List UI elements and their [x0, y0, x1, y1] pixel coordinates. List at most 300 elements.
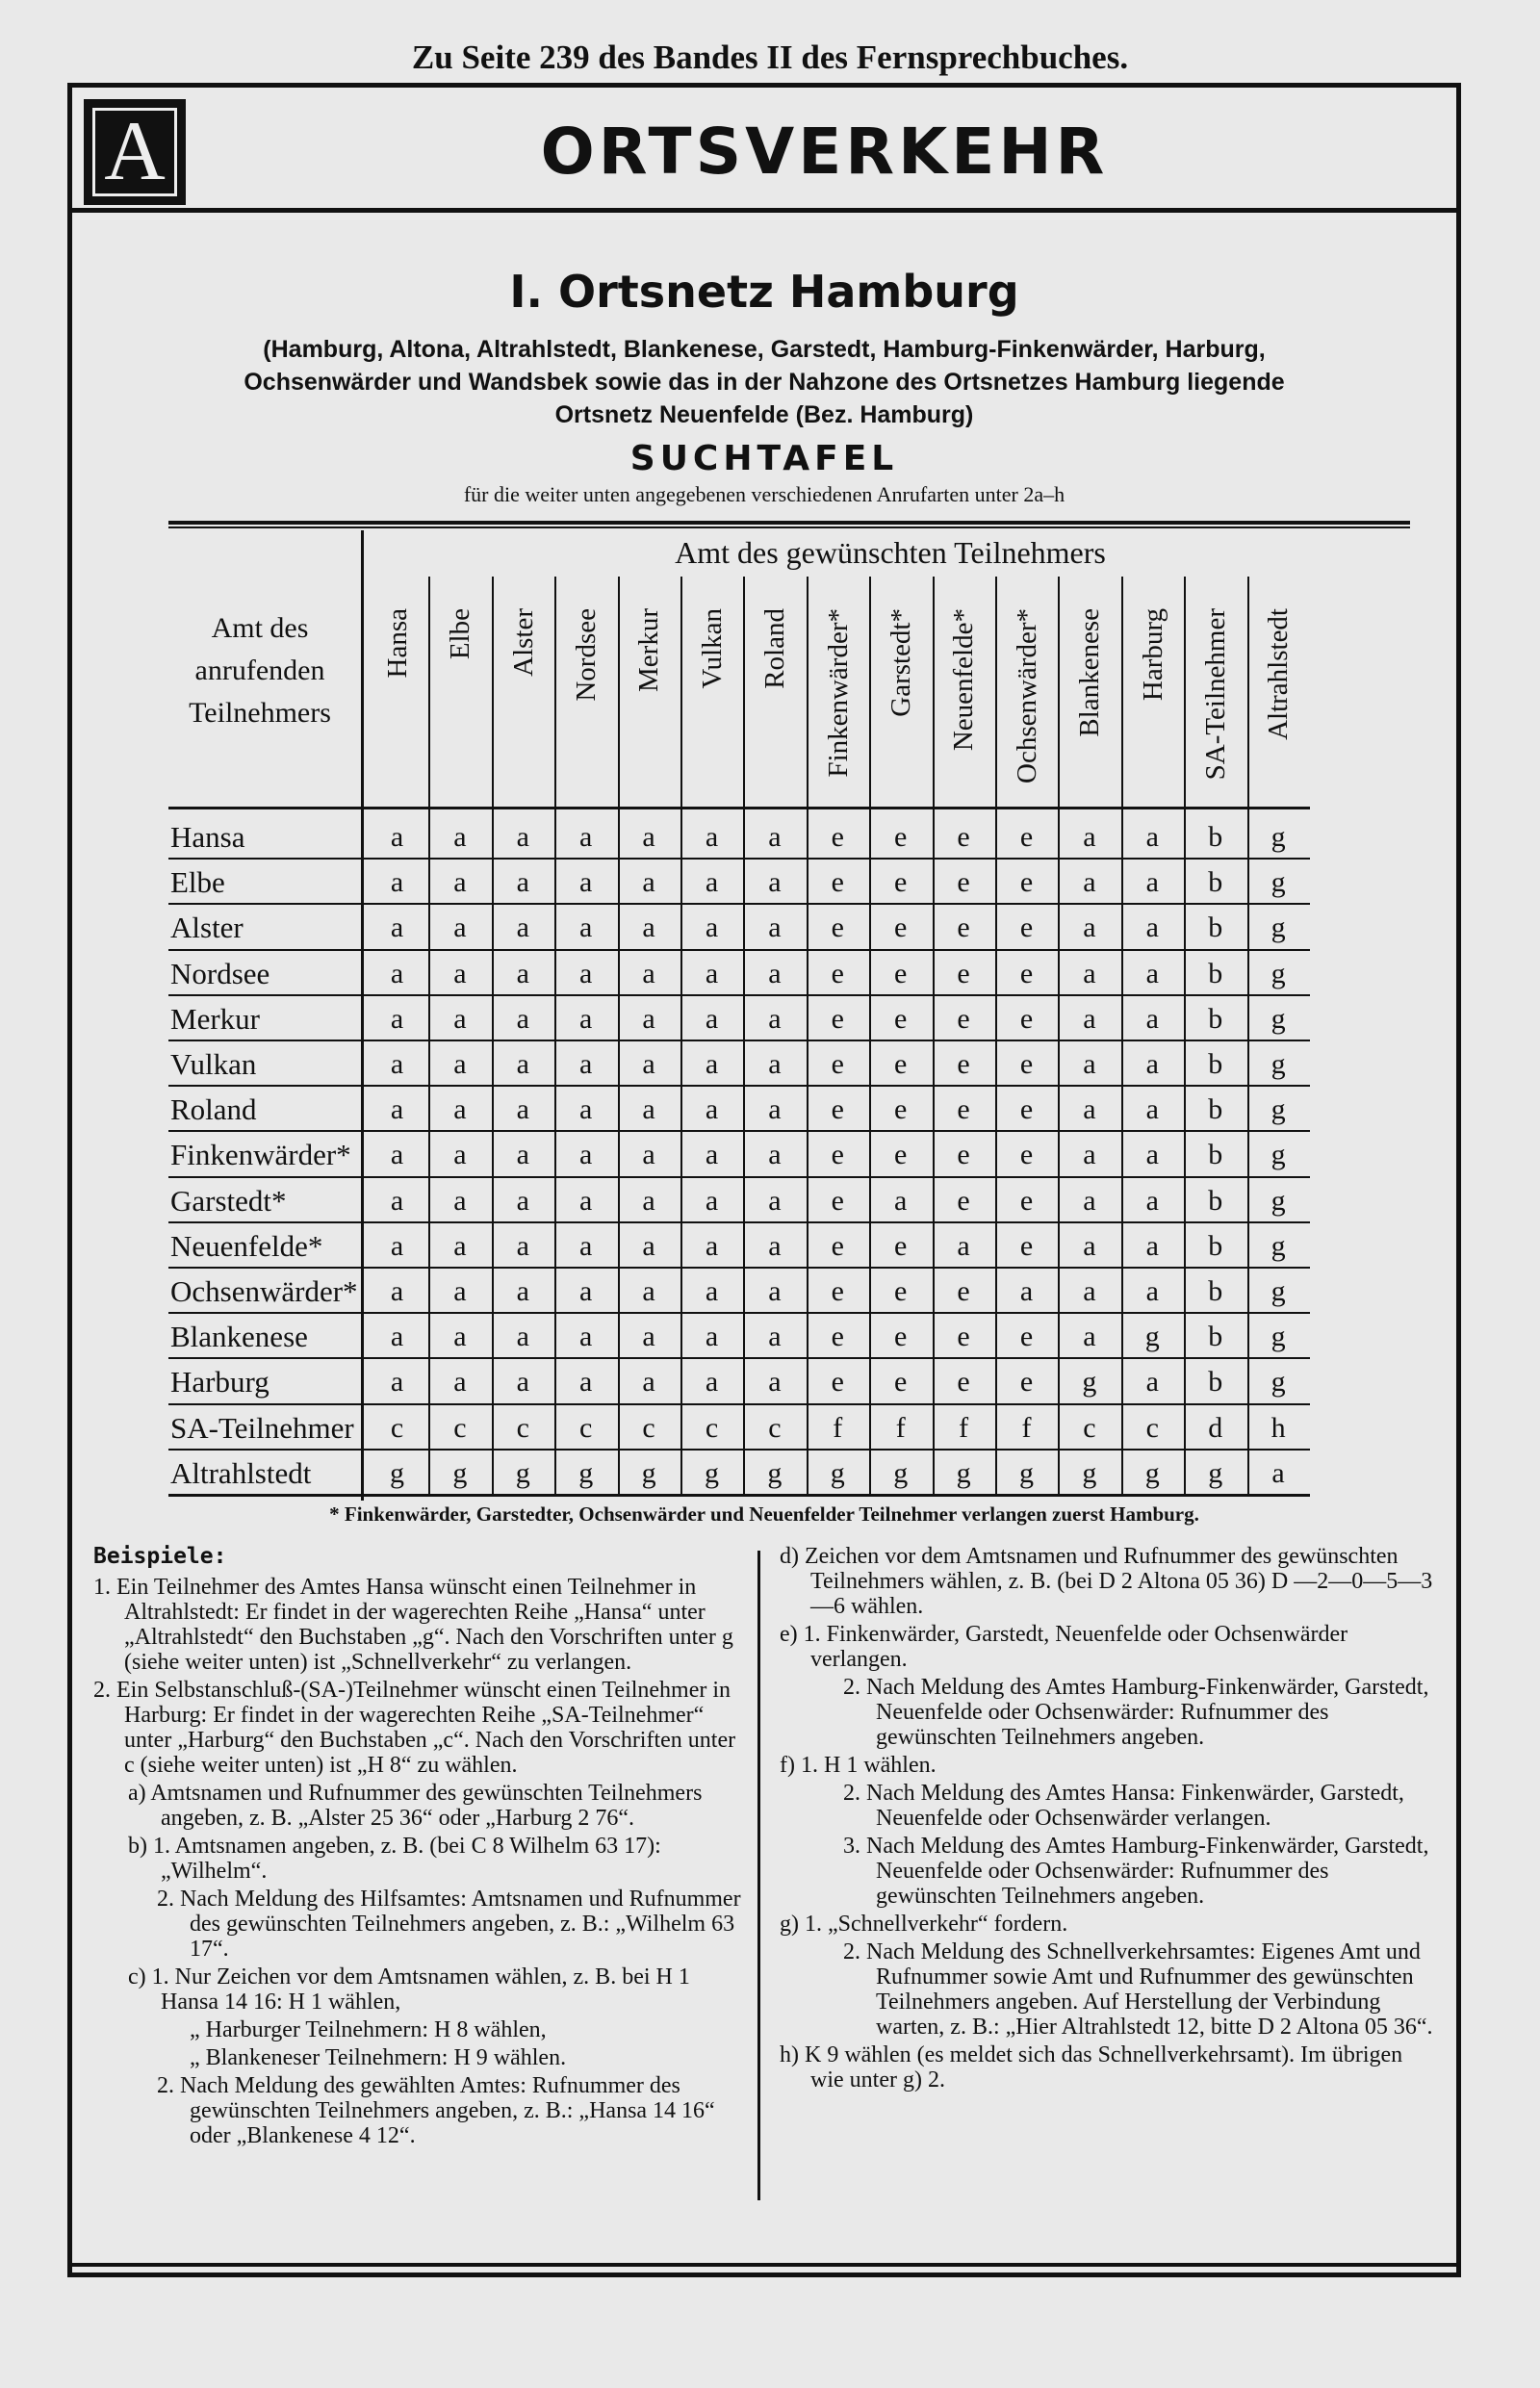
table-cell: f — [959, 1411, 969, 1444]
row-label: Merkur — [170, 1001, 260, 1036]
table-cell: a — [516, 1184, 529, 1217]
table-cell: b — [1208, 912, 1223, 944]
example-paragraph: „ Harburger Teilnehmern: H 8 wählen, — [190, 2017, 547, 2042]
document-frame — [67, 83, 1461, 2277]
table-cell: a — [516, 1093, 529, 1126]
table-cell: g — [767, 1456, 783, 1489]
table-cell: a — [1145, 1275, 1159, 1307]
table-cell: e — [1019, 866, 1034, 899]
table-cell: a — [516, 1275, 529, 1307]
table-cell: a — [390, 957, 404, 989]
table-cell: a — [1145, 1229, 1159, 1262]
table-cell: a — [516, 1002, 529, 1035]
table-cell: e — [831, 821, 844, 853]
table-cell: a — [516, 957, 529, 989]
table-cell: g — [1270, 1275, 1286, 1307]
table-cell: d — [1208, 1411, 1223, 1444]
corner-label-line: Teilnehmers — [189, 697, 331, 729]
table-cell: g — [1270, 1093, 1286, 1126]
suchtafel-note: für die weiter unten angegebenen verschiedenen Anrufarten unter 2a–h — [463, 482, 1065, 506]
table-cell: a — [1145, 1093, 1159, 1126]
table-cell: c — [705, 1411, 719, 1444]
table-cell: a — [516, 1321, 529, 1353]
examples-left-column — [93, 1544, 743, 2151]
table-top-rule-thin — [168, 526, 1410, 528]
table-cell: b — [1208, 1321, 1223, 1353]
table-cell: e — [894, 1275, 908, 1307]
corner-label-line: Amt des — [211, 612, 309, 644]
table-cell: f — [895, 1411, 906, 1444]
table-cell: a — [768, 1139, 782, 1171]
table-cell: a — [453, 1321, 467, 1353]
table-cell: e — [831, 1048, 844, 1080]
subtitle-line: Ochsenwärder und Wandsbek sowie das in der Nahzone des Ortsnetzes Hamburg liegende — [244, 369, 1285, 396]
table-cell: a — [516, 821, 529, 853]
main-title: ORTSVERKEHR — [540, 115, 1109, 189]
table-cell: e — [894, 1093, 908, 1126]
table-cell: a — [768, 1184, 782, 1217]
table-cell: g — [1270, 1002, 1286, 1035]
table-cell: a — [390, 1184, 404, 1217]
table-cell: a — [516, 866, 529, 899]
table-cell: a — [453, 1184, 467, 1217]
table-cell: a — [579, 1275, 593, 1307]
table-cell: a — [516, 912, 529, 944]
column-header: SA-Teilnehmer — [1199, 608, 1231, 781]
table-cell: g — [1270, 1366, 1286, 1399]
table-cell: a — [1019, 1275, 1034, 1307]
table-cell: g — [1270, 866, 1286, 899]
table-cell: a — [516, 1048, 529, 1080]
row-label: Garstedt* — [170, 1183, 287, 1218]
table-cell: e — [894, 912, 908, 944]
table-cell: a — [390, 1275, 404, 1307]
table-cell: a — [1083, 957, 1096, 989]
row-label: Finkenwärder* — [170, 1138, 351, 1172]
table-cell: b — [1208, 1275, 1223, 1307]
table-cell: a — [579, 1002, 593, 1035]
column-header: Blankenese — [1074, 608, 1106, 737]
table-cell: e — [831, 1184, 844, 1217]
table-cell: a — [453, 1048, 467, 1080]
row-label: Elbe — [170, 865, 225, 900]
table-cell: b — [1208, 1048, 1223, 1080]
table-cell: g — [1019, 1456, 1034, 1489]
example-paragraph: a) Amtsnamen und Rufnummer des gewünschten Teilnehmers angeben, z. B. „Alster 25 36“ oder „Harburg 2 76“. — [128, 1781, 703, 1831]
row-label: Roland — [170, 1092, 257, 1127]
table-cell: a — [1145, 957, 1159, 989]
table-cell: a — [453, 1275, 467, 1307]
table-cell: e — [1019, 1048, 1034, 1080]
column-header: Harburg — [1137, 608, 1168, 702]
table-cell: e — [831, 1275, 844, 1307]
table-cell: a — [768, 1321, 782, 1353]
table-cell: a — [579, 1139, 593, 1171]
table-cell: e — [957, 1184, 970, 1217]
example-paragraph: 1. Ein Teilnehmer des Amtes Hansa wünscht einen Teilnehmer in Altrahlstedt: Er findet in der wagerechten Reihe „Hansa“ unter „Altrahlstedt“ den Buchstaben „g“. Nach den Vorschriften unter g (siehe weiter unten) ist „Schnellverkehr“ zu verlangen. — [93, 1575, 733, 1675]
table-cell: a — [579, 1321, 593, 1353]
table-cell: e — [894, 821, 908, 853]
table-cell: a — [1083, 1002, 1096, 1035]
table-cell: g — [1270, 957, 1286, 989]
table-cell: a — [768, 1093, 782, 1126]
table-cell: e — [894, 1002, 908, 1035]
table-cell: e — [831, 1002, 844, 1035]
table-cell: e — [957, 866, 970, 899]
example-paragraph: c) 1. Nur Zeichen vor dem Amtsnamen wählen, z. B. bei H 1 Hansa 14 16: H 1 wählen, — [128, 1964, 690, 2015]
table-cell: a — [768, 1275, 782, 1307]
table-cell: a — [768, 866, 782, 899]
table-cell: a — [705, 866, 719, 899]
table-cell: a — [768, 912, 782, 944]
example-paragraph: b) 1. Amtsnamen angeben, z. B. (bei C 8 Wilhelm 63 17): „Wilhelm“. — [128, 1834, 661, 1884]
table-cell: b — [1208, 1139, 1223, 1171]
table-cell: e — [957, 1366, 970, 1399]
table-cell: a — [1145, 1366, 1159, 1399]
table-cell: c — [1083, 1411, 1096, 1444]
table-cell: a — [1083, 821, 1096, 853]
example-paragraph: 2. Ein Selbstanschluß-(SA-)Teilnehmer wünscht einen Teilnehmer in Harburg: Er findet in der wagerechten Reihe „SA-Teilnehmer“ unter „Harburg“ den Buchstaben „c“. Nach den Vorschriften unter c (siehe weiter unten) ist „H 8“ zu wählen. — [93, 1678, 736, 1778]
table-cell: e — [894, 957, 908, 989]
table-cell: g — [1270, 1048, 1286, 1080]
table-cell: a — [642, 1093, 655, 1126]
table-cell: a — [390, 1321, 404, 1353]
table-cell: a — [1083, 912, 1096, 944]
table-cell: a — [453, 1002, 467, 1035]
table-cell: a — [453, 1229, 467, 1262]
column-divider — [757, 1551, 760, 2200]
table-cell: a — [1145, 821, 1159, 853]
table-cell: g — [1082, 1456, 1097, 1489]
table-cell: e — [957, 1002, 970, 1035]
table-cell: a — [768, 1229, 782, 1262]
logo-a — [84, 99, 186, 205]
table-cell: a — [642, 821, 655, 853]
table-cell: a — [453, 1093, 467, 1126]
table-cell: a — [642, 1139, 655, 1171]
table-cell: h — [1270, 1411, 1286, 1444]
table-top-rule — [168, 521, 1410, 525]
table-cell: a — [705, 1184, 719, 1217]
table-cell: a — [642, 912, 655, 944]
column-header: Merkur — [633, 608, 665, 692]
table-cell: c — [390, 1411, 404, 1444]
table-cell: a — [516, 1366, 529, 1399]
table-cell: a — [1271, 1456, 1285, 1489]
table-cell: a — [642, 957, 655, 989]
table-cell: g — [1270, 1229, 1286, 1262]
column-header: Altrahlstedt — [1263, 608, 1295, 740]
table-cell: g — [1082, 1366, 1097, 1399]
table-cell: c — [1145, 1411, 1159, 1444]
table-cell: e — [1019, 1184, 1034, 1217]
table-cell: a — [705, 1321, 719, 1353]
table-cell: e — [1019, 1139, 1034, 1171]
top-note: Zu Seite 239 des Bandes II des Fernsprechbuches. — [411, 39, 1129, 76]
table-cell: a — [579, 866, 593, 899]
table-cell: e — [957, 957, 970, 989]
table-cell: a — [1083, 1275, 1096, 1307]
table-cell: e — [957, 912, 970, 944]
row-label: Ochsenwärder* — [170, 1274, 358, 1308]
table-cell: a — [705, 821, 719, 853]
subtitle — [159, 333, 1370, 431]
table-cell: a — [642, 1229, 655, 1262]
table-cell: a — [579, 821, 593, 853]
table-cell: b — [1208, 1002, 1223, 1035]
table-cell: e — [831, 1139, 844, 1171]
corner-label — [164, 607, 356, 734]
example-paragraph: „ Blankeneser Teilnehmern: H 9 wählen. — [190, 2045, 567, 2070]
table-cell: a — [579, 1184, 593, 1217]
table-cell: e — [1019, 1093, 1034, 1126]
example-paragraph: 2. Nach Meldung des gewählten Amtes: Rufnummer des gewünschten Teilnehmers angeben, z. B.: „Hansa 14 16“ oder „Blankenese 4 12“. — [157, 2073, 715, 2148]
table-cell: e — [1019, 1002, 1034, 1035]
table-cell: a — [768, 1048, 782, 1080]
table-cell: a — [1083, 866, 1096, 899]
table-cell: a — [390, 1366, 404, 1399]
table-cell: a — [642, 1184, 655, 1217]
table-cell: c — [642, 1411, 655, 1444]
table-cell: e — [831, 866, 844, 899]
table-cell: a — [642, 1321, 655, 1353]
header-bottom-rule — [168, 807, 1310, 809]
table-cell: e — [957, 1321, 970, 1353]
table-cell: e — [831, 1229, 844, 1262]
table-cell: g — [641, 1456, 656, 1489]
table-cell: a — [642, 1048, 655, 1080]
label-column-divider — [361, 530, 364, 1501]
bottom-rule — [72, 2263, 1456, 2267]
table-cell: g — [1270, 912, 1286, 944]
table-cell: g — [956, 1456, 971, 1489]
example-paragraph: 2. Nach Meldung des Schnellverkehrsamtes: Eigenes Amt und Rufnummer sowie Amt und Rufnummer des gewünschten Teilnehmers angeben. Auf Herstellung der Verbindung warten, z. B.: „Hier Altrahlstedt 12, bitte D 2 Altona 05 36“. — [843, 1939, 1433, 2040]
table-cell: a — [642, 866, 655, 899]
table-cell: e — [1019, 1366, 1034, 1399]
table-cell: a — [579, 1229, 593, 1262]
table-cell: a — [642, 1002, 655, 1035]
table-cell: a — [1145, 1048, 1159, 1080]
table-cell: a — [516, 1139, 529, 1171]
table-cell: a — [390, 1093, 404, 1126]
header-band — [72, 88, 1456, 213]
subtitle-line: (Hamburg, Altona, Altrahlstedt, Blankenese, Garstedt, Hamburg-Finkenwärder, Harburg, — [263, 336, 1266, 363]
table-cell: e — [894, 1139, 908, 1171]
row-label: Neuenfelde* — [170, 1228, 323, 1263]
table-cell: g — [578, 1456, 594, 1489]
table-cell: e — [1019, 912, 1034, 944]
row-label: Alster — [170, 911, 244, 945]
table-cell: g — [1208, 1456, 1223, 1489]
table-cell: a — [390, 1229, 404, 1262]
table-cell: a — [453, 1366, 467, 1399]
row-label: Hansa — [170, 820, 245, 854]
section-title: I. Ortsnetz Hamburg — [509, 266, 1019, 318]
table-cell: a — [579, 1366, 593, 1399]
table-cell: e — [894, 1048, 908, 1080]
table-cell: a — [1083, 1229, 1096, 1262]
logo-letter: A — [92, 108, 177, 196]
table-cell: g — [1270, 1139, 1286, 1171]
table-cell: g — [830, 1456, 845, 1489]
table-cell: a — [390, 821, 404, 853]
table-cell: e — [831, 957, 844, 989]
table-cell: a — [390, 866, 404, 899]
row-label: Altrahlstedt — [170, 1455, 312, 1490]
row-label: Harburg — [170, 1365, 270, 1399]
table-cell: g — [1144, 1321, 1160, 1353]
table-cell: e — [894, 866, 908, 899]
table-cell: b — [1208, 1184, 1223, 1217]
table-cell: f — [1021, 1411, 1032, 1444]
table-cell: a — [894, 1184, 908, 1217]
table-cell: b — [1208, 1366, 1223, 1399]
column-header: Hansa — [381, 608, 413, 679]
example-paragraph: d) Zeichen vor dem Amtsnamen und Rufnummer des gewünschten Teilnehmers wählen, z. B. (bei D 2 Altona 05 36) D —2—0—5—3—6 wählen. — [780, 1544, 1433, 1619]
table-cell: b — [1208, 957, 1223, 989]
table-cell: g — [515, 1456, 530, 1489]
table-cell: a — [1145, 1184, 1159, 1217]
table-cell: a — [1145, 1139, 1159, 1171]
table-cell: a — [579, 1093, 593, 1126]
table-cell: a — [1083, 1048, 1096, 1080]
row-label: Vulkan — [170, 1047, 257, 1081]
table-cell: c — [453, 1411, 467, 1444]
column-header: Elbe — [445, 608, 476, 660]
table-cell: a — [642, 1366, 655, 1399]
table-cell: a — [768, 957, 782, 989]
table-cell: e — [831, 1321, 844, 1353]
column-header: Alster — [507, 608, 539, 677]
example-paragraph: 2. Nach Meldung des Amtes Hansa: Finkenwärder, Garstedt, Neuenfelde oder Ochsenwärder verlangen. — [843, 1781, 1404, 1831]
examples-heading: Beispiele: — [93, 1544, 227, 1569]
table-cell: b — [1208, 866, 1223, 899]
table-cell: a — [705, 1048, 719, 1080]
table-cell: e — [1019, 1321, 1034, 1353]
table-cell: a — [453, 957, 467, 989]
table-cell: e — [831, 912, 844, 944]
examples-right-column — [780, 1544, 1434, 2095]
example-paragraph: h) K 9 wählen (es meldet sich das Schnellverkehrsamt). Im übrigen wie unter g) 2. — [780, 2042, 1403, 2093]
table-cell: e — [957, 821, 970, 853]
table-cell: e — [957, 1048, 970, 1080]
table-cell: e — [894, 1321, 908, 1353]
table-cell: e — [957, 1139, 970, 1171]
table-cell: f — [833, 1411, 843, 1444]
table-cell: a — [1145, 912, 1159, 944]
column-header: Roland — [759, 608, 791, 689]
table-cell: g — [452, 1456, 468, 1489]
table-cell: e — [957, 1275, 970, 1307]
column-header: Finkenwärder* — [822, 608, 854, 778]
row-label: Nordsee — [170, 956, 270, 990]
table-cell: e — [831, 1093, 844, 1126]
table-cell: a — [453, 866, 467, 899]
example-paragraph: f) 1. H 1 wählen. — [780, 1753, 937, 1778]
column-header: Ochsenwärder* — [1011, 608, 1042, 783]
corner-label-line: anrufenden — [194, 655, 325, 686]
suchtafel-title: SUCHTAFEL — [629, 439, 899, 478]
table-cell: a — [579, 957, 593, 989]
table-cell: a — [705, 1275, 719, 1307]
table-cell: e — [894, 1366, 908, 1399]
table-cell: g — [893, 1456, 909, 1489]
footnote: * Finkenwärder, Garstedter, Ochsenwärder und Neuenfelder Teilnehmer verlangen zuerst Hamburg. — [329, 1502, 1199, 1526]
table-cell: c — [768, 1411, 782, 1444]
table-cell: a — [453, 1139, 467, 1171]
table-cell: a — [1083, 1184, 1096, 1217]
table-cell: c — [516, 1411, 529, 1444]
table-cell: e — [831, 1366, 844, 1399]
table-cell: g — [705, 1456, 719, 1489]
table-cell: b — [1208, 1229, 1223, 1262]
table-cell: e — [894, 1229, 908, 1262]
table-cell: a — [390, 1048, 404, 1080]
table-cell: a — [768, 1002, 782, 1035]
example-paragraph: e) 1. Finkenwärder, Garstedt, Neuenfelde oder Ochsenwärder verlangen. — [780, 1622, 1348, 1672]
table-cell: a — [390, 1002, 404, 1035]
column-header: Vulkan — [696, 608, 728, 689]
row-label: SA-Teilnehmer — [170, 1410, 354, 1445]
table-cell: g — [390, 1456, 404, 1489]
table-cell: e — [957, 1093, 970, 1126]
table-cell: a — [1083, 1139, 1096, 1171]
table-cell: a — [579, 912, 593, 944]
table-cell: a — [1145, 866, 1159, 899]
table-cell: b — [1208, 1093, 1223, 1126]
table-cell: a — [1083, 1093, 1096, 1126]
table-cell: c — [579, 1411, 593, 1444]
table-cell: a — [642, 1275, 655, 1307]
table-cell: a — [768, 821, 782, 853]
table-cell: e — [1019, 821, 1034, 853]
row-label: Blankenese — [170, 1320, 308, 1354]
column-header: Nordsee — [570, 608, 602, 702]
column-header: Neuenfelde* — [948, 608, 980, 752]
table-cell: a — [453, 821, 467, 853]
table-cell: a — [705, 1366, 719, 1399]
column-group-label: Amt des gewünschten Teilnehmers — [675, 535, 1106, 570]
table-cell: e — [1019, 957, 1034, 989]
example-paragraph: 3. Nach Meldung des Amtes Hamburg-Finkenwärder, Garstedt, Neuenfelde oder Ochsenwärder: Rufnummer des gewünschten Teilnehmers angeben. — [843, 1834, 1429, 1909]
table-cell: a — [768, 1366, 782, 1399]
subtitle-line: Ortsnetz Neuenfelde (Bez. Hamburg) — [554, 401, 974, 428]
table-cell: a — [516, 1229, 529, 1262]
table-cell: a — [579, 1048, 593, 1080]
table-cell: e — [1019, 1229, 1034, 1262]
table-cell: a — [390, 912, 404, 944]
table-cell: g — [1270, 1184, 1286, 1217]
example-paragraph: g) 1. „Schnellverkehr“ fordern. — [780, 1912, 1068, 1937]
table-cell: a — [1083, 1321, 1096, 1353]
table-cell: a — [705, 1139, 719, 1171]
table-cell: a — [390, 1139, 404, 1171]
example-paragraph: 2. Nach Meldung des Amtes Hamburg-Finkenwärder, Garstedt, Neuenfelde oder Ochsenwärder: Rufnummer des gewünschten Teilnehmers angeben. — [843, 1675, 1429, 1750]
table-cell: a — [705, 1229, 719, 1262]
table-cell: a — [957, 1229, 970, 1262]
table-cell: a — [705, 1002, 719, 1035]
table-cell: g — [1270, 1321, 1286, 1353]
column-header: Garstedt* — [885, 608, 916, 717]
table-cell: a — [705, 912, 719, 944]
table-cell: a — [1145, 1002, 1159, 1035]
table-cell: g — [1144, 1456, 1160, 1489]
table-cell: a — [705, 957, 719, 989]
table-cell: b — [1208, 821, 1223, 853]
example-paragraph: 2. Nach Meldung des Hilfsamtes: Amtsnamen und Rufnummer des gewünschten Teilnehmers angeben, z. B.: „Wilhelm 63 17“. — [157, 1887, 741, 1962]
table-cell: a — [705, 1093, 719, 1126]
table-cell: a — [453, 912, 467, 944]
